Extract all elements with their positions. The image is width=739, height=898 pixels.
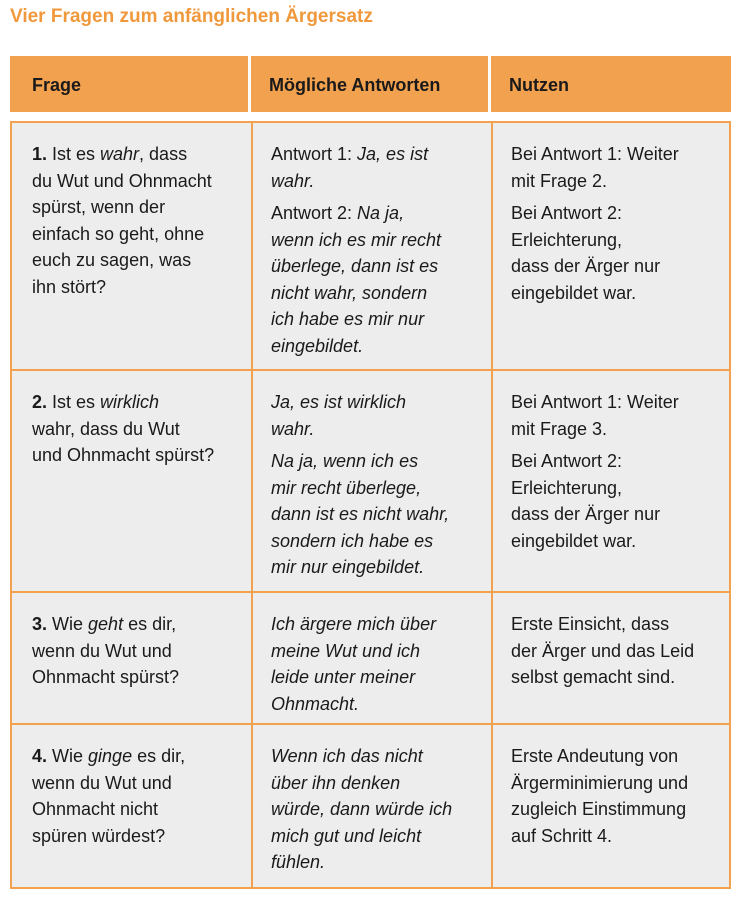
text-line xyxy=(511,501,729,528)
text-line xyxy=(511,638,729,665)
text-line xyxy=(32,389,251,416)
cell-frage xyxy=(12,371,253,591)
text: meine Wut und ich xyxy=(271,640,421,661)
paragraph xyxy=(271,743,491,876)
text: , dass xyxy=(139,144,188,164)
text-line xyxy=(271,743,491,770)
text: zugleich Einstimmung xyxy=(511,799,687,819)
text: Ich ärgere mich über xyxy=(271,614,437,634)
text-line xyxy=(32,221,251,248)
text: Bei Antwort 2: xyxy=(511,451,623,471)
text-line xyxy=(32,168,251,195)
text: Erleichterung, xyxy=(511,229,623,250)
text: Erste Andeutung von xyxy=(511,746,679,766)
text-line xyxy=(511,664,729,691)
text-line xyxy=(32,823,251,850)
text-line xyxy=(511,200,729,227)
text-line xyxy=(32,664,251,691)
cell-frage xyxy=(12,123,253,369)
text-line xyxy=(511,770,729,797)
text: dann ist es nicht wahr, xyxy=(271,504,450,524)
text: selbst gemacht sind. xyxy=(511,667,676,687)
text: leide unter meiner xyxy=(271,667,416,687)
text: Wie xyxy=(47,614,89,634)
table-row xyxy=(12,123,729,369)
text-line xyxy=(271,664,491,691)
text: und Ohnmacht spürst? xyxy=(32,445,215,465)
text-line xyxy=(271,638,491,665)
text-line xyxy=(271,253,491,280)
paragraph xyxy=(271,200,491,359)
emphasis-text: nicht wahr, sondern xyxy=(271,282,428,303)
emphasis-text: ginge xyxy=(88,746,133,766)
text: Erleichterung, xyxy=(511,477,623,498)
text: wahr, dass du Wut xyxy=(32,418,180,439)
text: es dir, xyxy=(123,614,177,634)
text: über ihn denken xyxy=(271,772,401,793)
page-title: Vier Fragen zum anfänglichen Ärgersatz xyxy=(10,6,373,27)
text: auf Schritt 4. xyxy=(511,825,613,846)
cell-nutzen xyxy=(493,123,729,369)
cell-antworten xyxy=(253,371,493,591)
text: Antwort 1: xyxy=(271,144,358,164)
text-line xyxy=(271,849,491,876)
paragraph xyxy=(511,743,729,849)
text: Bei Antwort 1: Weiter xyxy=(511,392,679,412)
text-line xyxy=(32,611,251,638)
cell-nutzen xyxy=(493,371,729,591)
text: Ist es xyxy=(47,144,101,164)
text-line xyxy=(271,416,491,443)
text: Erste Einsicht, dass xyxy=(511,614,670,634)
cell-antworten xyxy=(253,123,493,369)
emphasis-text: Na ja, xyxy=(357,203,405,223)
question-number: 4. xyxy=(32,746,48,766)
text-line xyxy=(271,691,491,718)
table-row xyxy=(12,591,729,723)
emphasis-text: wenn ich es mir recht xyxy=(271,229,442,250)
paragraph xyxy=(32,141,251,300)
paragraph xyxy=(271,448,491,581)
text-line xyxy=(32,442,251,469)
text-line xyxy=(32,743,251,770)
table-header xyxy=(10,56,731,112)
text-line xyxy=(511,611,729,638)
cell-nutzen xyxy=(493,725,729,887)
text: ihn stört? xyxy=(32,276,107,297)
text: eingebildet war. xyxy=(511,530,637,551)
emphasis-text: wahr xyxy=(100,144,140,164)
emphasis-text: Ja, es ist xyxy=(357,144,429,164)
text: Ohnmacht spürst? xyxy=(32,667,180,687)
text: Ja, es ist wirklich xyxy=(271,392,407,412)
text: wenn du Wut und xyxy=(32,640,172,661)
text-line xyxy=(271,475,491,502)
paragraph xyxy=(271,389,491,442)
text-line xyxy=(32,416,251,443)
text: Ohnmacht nicht xyxy=(32,799,159,819)
text-line xyxy=(271,528,491,555)
text-line xyxy=(511,168,729,195)
text: Bei Antwort 2: xyxy=(511,203,623,223)
text-line xyxy=(511,823,729,850)
text-line xyxy=(271,823,491,850)
text-line xyxy=(271,200,491,227)
text: der Ärger und das Leid xyxy=(511,640,695,661)
text-line xyxy=(32,194,251,221)
text-line xyxy=(511,141,729,168)
text-line xyxy=(511,475,729,502)
text: Wenn ich das nicht xyxy=(271,746,423,766)
paragraph xyxy=(271,141,491,194)
emphasis-text: geht xyxy=(88,614,124,634)
text: du Wut und Ohnmacht xyxy=(32,170,212,191)
text: mit Frage 3. xyxy=(511,418,608,439)
paragraph xyxy=(511,389,729,442)
paragraph xyxy=(32,389,251,469)
text: mir nur eingebildet. xyxy=(271,557,425,577)
text-line xyxy=(271,306,491,333)
text-line xyxy=(511,389,729,416)
text-line xyxy=(511,528,729,555)
cell-frage xyxy=(12,593,253,723)
text: wahr. xyxy=(271,418,315,439)
cell-nutzen xyxy=(493,593,729,723)
table-body xyxy=(10,121,731,889)
text: Bei Antwort 1: Weiter xyxy=(511,144,679,164)
cell-frage xyxy=(12,725,253,887)
text: Ist es xyxy=(47,392,101,412)
paragraph xyxy=(32,611,251,691)
text: dass der Ärger nur xyxy=(511,256,661,276)
text-line xyxy=(271,333,491,360)
text-line xyxy=(32,274,251,301)
emphasis-text: wirklich xyxy=(100,392,160,412)
text-line xyxy=(271,770,491,797)
paragraph xyxy=(32,743,251,849)
emphasis-text: eingebildet. xyxy=(271,335,364,356)
text-line xyxy=(32,770,251,797)
emphasis-text: überlege, dann ist es xyxy=(271,256,439,276)
text-line xyxy=(511,796,729,823)
table-row xyxy=(12,369,729,591)
text: Antwort 2: xyxy=(271,203,358,223)
text: spüren würdest? xyxy=(32,825,166,846)
text-line xyxy=(32,141,251,168)
text-line xyxy=(32,247,251,274)
text: es dir, xyxy=(132,746,186,766)
text-line xyxy=(271,448,491,475)
text: mich gut und leicht xyxy=(271,825,422,846)
text: fühlen. xyxy=(271,852,326,872)
paragraph xyxy=(511,448,729,554)
text: Ärgerminimierung und xyxy=(511,772,689,793)
text: Wie xyxy=(47,746,89,766)
text-line xyxy=(32,638,251,665)
text: sondern ich habe es xyxy=(271,530,434,551)
text-line xyxy=(511,416,729,443)
text-line xyxy=(271,168,491,195)
question-number: 3. xyxy=(32,614,48,634)
text-line xyxy=(511,743,729,770)
text-line xyxy=(271,796,491,823)
cell-antworten xyxy=(253,593,493,723)
text-line xyxy=(271,611,491,638)
text: Ohnmacht. xyxy=(271,693,360,714)
text-line xyxy=(271,501,491,528)
text-line xyxy=(511,280,729,307)
text: spürst, wenn der xyxy=(32,197,166,217)
text: einfach so geht, ohne xyxy=(32,223,205,244)
text: mir recht überlege, xyxy=(271,477,422,498)
text: dass der Ärger nur xyxy=(511,504,661,524)
text: wenn du Wut und xyxy=(32,772,172,793)
text: Na ja, wenn ich es xyxy=(271,451,419,471)
cell-antworten xyxy=(253,725,493,887)
question-number: 1. xyxy=(32,144,48,164)
text-line xyxy=(511,448,729,475)
text: euch zu sagen, was xyxy=(32,250,192,270)
text: würde, dann würde ich xyxy=(271,799,453,819)
text-line xyxy=(271,227,491,254)
text: mit Frage 2. xyxy=(511,170,608,191)
text-line xyxy=(271,554,491,581)
paragraph xyxy=(271,611,491,717)
header-antworten: Mögliche Antworten xyxy=(251,56,491,112)
emphasis-text: ich habe es mir nur xyxy=(271,309,425,329)
text: eingebildet war. xyxy=(511,282,637,303)
paragraph xyxy=(511,611,729,691)
text-line xyxy=(511,227,729,254)
table-row xyxy=(12,723,729,887)
header-frage: Frage xyxy=(10,56,251,112)
text-line xyxy=(511,253,729,280)
paragraph xyxy=(511,200,729,306)
header-nutzen: Nutzen xyxy=(509,75,569,95)
text-line xyxy=(271,141,491,168)
text-line xyxy=(32,796,251,823)
text-line xyxy=(271,389,491,416)
question-number: 2. xyxy=(32,392,48,412)
paragraph xyxy=(511,141,729,194)
emphasis-text: wahr. xyxy=(271,170,315,191)
text-line xyxy=(271,280,491,307)
